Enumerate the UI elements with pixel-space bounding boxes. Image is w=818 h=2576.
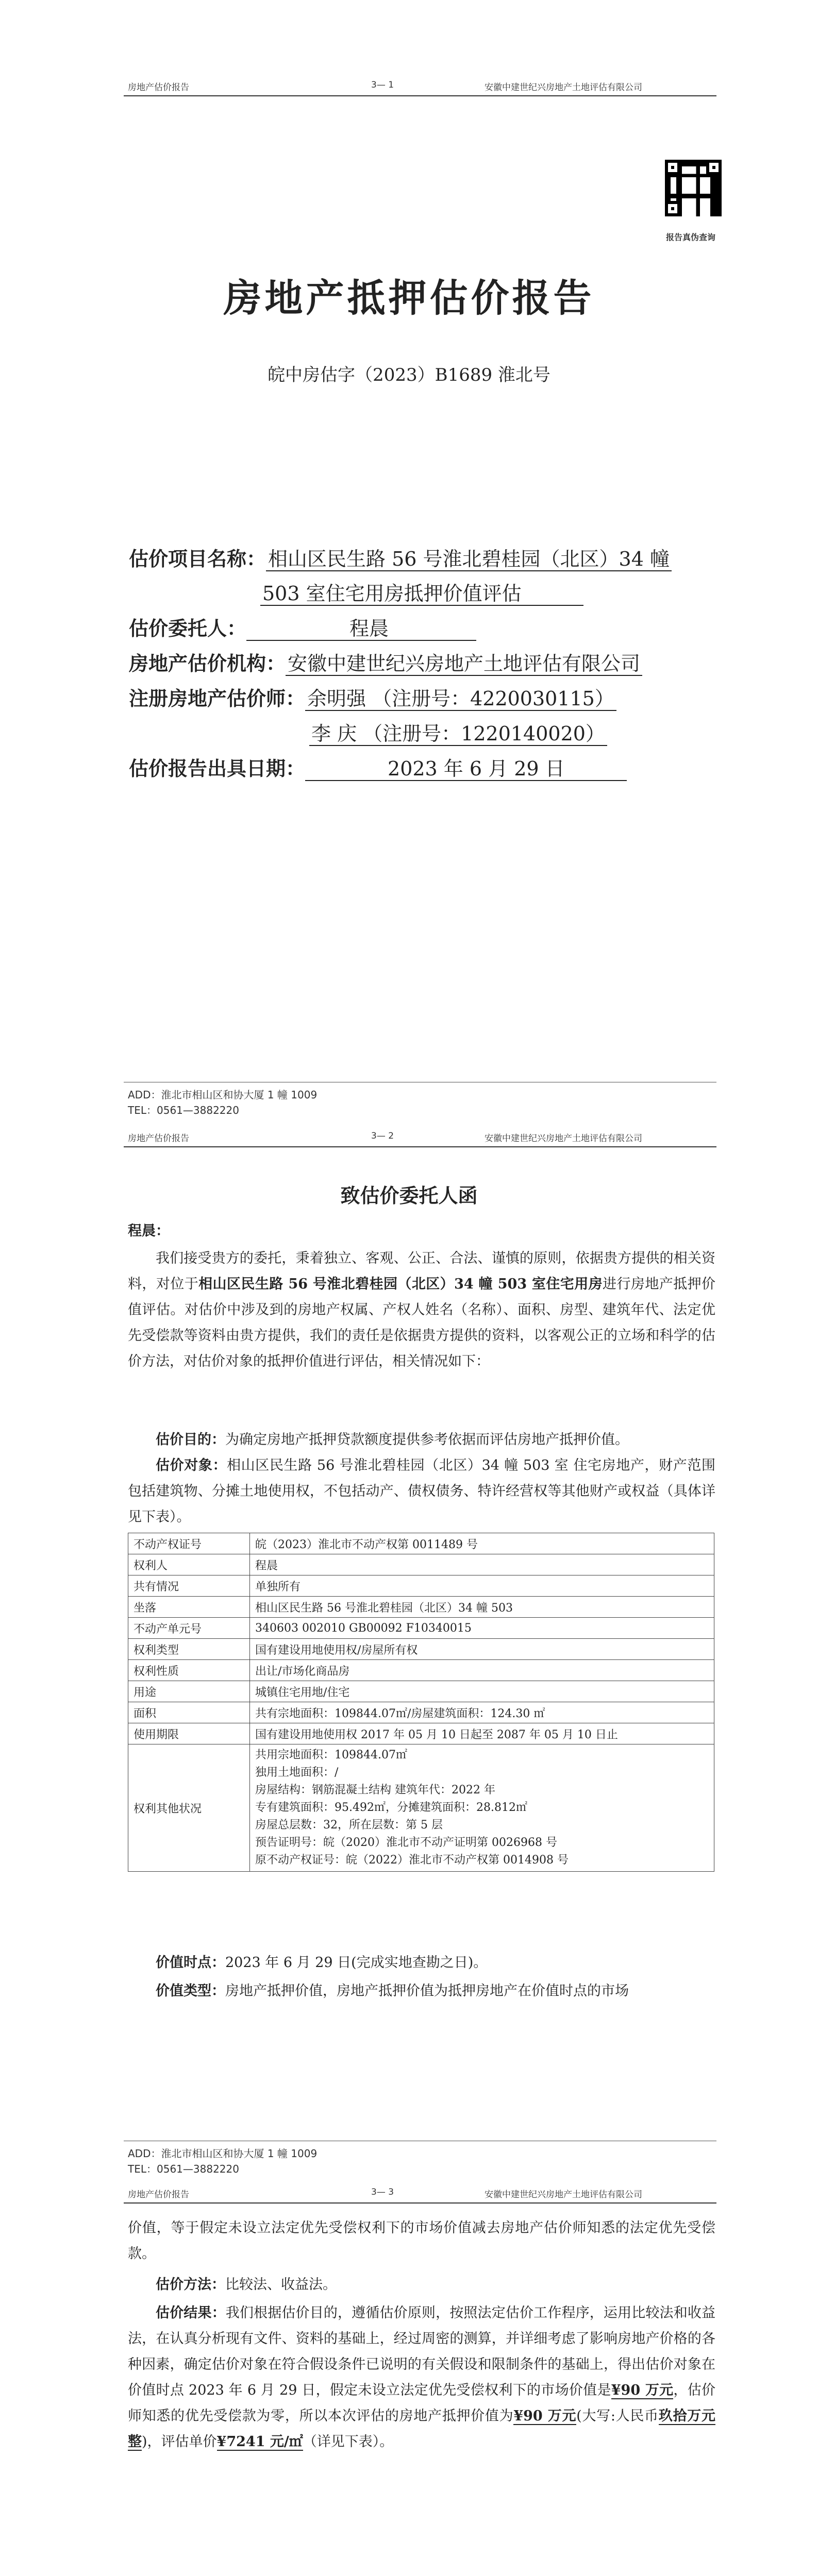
letter-salutation: 程晨：: [128, 1223, 170, 1239]
market-value: ¥90 万元: [611, 2382, 674, 2398]
table-value-other: [250, 1744, 714, 1872]
page1-header-left: 房地产估价报告: [128, 82, 189, 93]
page2-header-right: 安徽中建世纪兴房地产土地评估有限公司: [485, 1133, 642, 1144]
page2-header-page: 3— 2: [371, 1131, 394, 1141]
result-paragraph: [128, 2300, 715, 2455]
table-row: [128, 1639, 714, 1660]
date-value: 2023 年 6 月 29 日: [305, 757, 627, 781]
object-text: 相山区民生路 56 号淮北碧桂园（北区）34 幢 503 室 住宅房地产，财产范围包括建筑物、分摊土地使用权，不包括动产、债权债务、特许经营权等其他财产或权益（具体详见下表）。: [128, 1458, 715, 1525]
client-row: [129, 613, 476, 644]
page2-footer-phone: TEL：0561—3882220: [128, 2163, 239, 2175]
unit-price: ¥7241 元/㎡: [216, 2434, 303, 2450]
p1-part-a: 我们接受贵方的委托，秉着独立、客观、公正、合法、谨慎的原则，依据贵方提供的相关资料，对位于: [128, 1250, 715, 1292]
value-type-paragraph: [128, 1978, 715, 2004]
table-key: 面积: [128, 1702, 250, 1723]
p1-property-address: 相山区民生路 56 号淮北碧桂园（北区）34 幢 503 室住宅用房: [198, 1276, 603, 1292]
other-status-line: 房屋结构：钢筋混凝土结构 建筑年代：2022 年: [255, 1784, 495, 1797]
table-key: 不动产单元号: [128, 1618, 250, 1639]
letter-paragraph-1: [128, 1246, 715, 1375]
page3-header-left: 房地产估价报告: [128, 2190, 189, 2200]
table-row: [128, 1597, 714, 1618]
object-label: 估价对象：: [156, 1458, 227, 1473]
report-title: 房地产抵押估价报告: [223, 276, 595, 320]
project-name-label: 估价项目名称：: [129, 547, 266, 570]
value-type-label: 价值类型：: [156, 1983, 225, 1999]
appraiser-label: 注册房地产估价师：: [129, 687, 306, 710]
page3-header-right: 安徽中建世纪兴房地产土地评估有限公司: [485, 2190, 642, 2200]
client-value: 程晨: [246, 617, 476, 641]
table-key: 权利人: [128, 1554, 250, 1575]
table-value: 共有宗地面积：109844.07㎡/房屋建筑面积：124.30 ㎡: [250, 1702, 714, 1723]
p1-part-c: 进行房地产抵押价值评估。对估价中涉及到的房地产权属、产权人姓名（名称）、面积、房型、建筑年代、法定优先受偿款等资料由贵方提供，我们的责任是依据贵方提供的资料，以客观公正的立场和科学的估价方法，对估价对象的抵押价值进行评估，相关情况如下：: [128, 1276, 716, 1369]
project-name-line2: 503 室住宅用房抵押价值评估: [260, 582, 583, 606]
result-label: 估价结果：: [156, 2305, 226, 2321]
object-paragraph: [128, 1453, 715, 1530]
table-row: [128, 1575, 714, 1597]
table-key: 使用期限: [128, 1723, 250, 1744]
letter-title: 致估价委托人函: [340, 1184, 478, 1207]
page1-header-page: 3— 1: [371, 80, 394, 90]
result-text-c: (大写:人民币: [576, 2408, 659, 2424]
table-key: 坐落: [128, 1597, 250, 1618]
table-key: 权利性质: [128, 1660, 250, 1681]
agency-label: 房地产估价机构：: [129, 652, 286, 675]
page1-footer-address: ADD：淮北市相山区和协大厦 1 幢 1009: [128, 1089, 318, 1101]
client-label: 估价委托人：: [129, 617, 247, 640]
result-text-e: （详见下表）。: [303, 2434, 394, 2450]
method-text: 比较法、收益法。: [225, 2277, 337, 2293]
table-key: 用途: [128, 1681, 250, 1702]
project-name-row: [129, 544, 672, 574]
table-value: 单独所有: [250, 1575, 714, 1597]
table-row-other: [128, 1744, 714, 1872]
table-row: [128, 1681, 714, 1702]
value-date-text: 2023 年 6 月 29 日(完成实地查勘之日)。: [225, 1955, 488, 1971]
table-key: 共有情况: [128, 1575, 250, 1597]
page3-header-rule: [124, 2202, 716, 2204]
value-date-paragraph: [128, 1950, 715, 1976]
date-label: 估价报告出具日期：: [129, 757, 306, 780]
method-label: 估价方法：: [156, 2277, 225, 2293]
page3-header-page: 3— 3: [371, 2187, 394, 2197]
page1-header-rule: [124, 95, 716, 96]
page1-footer: [128, 1087, 317, 1118]
agency-row: [129, 648, 642, 679]
appraiser-row: [129, 683, 616, 714]
mortgage-value-uppercase: 玖拾万元整: [128, 2408, 716, 2450]
appraiser-1: 余明强 （注册号：4220030115）: [305, 687, 616, 711]
result-text-b: ，估价师知悉的优先受偿款为零，所以本次评估的房地产抵押价值为: [128, 2382, 716, 2424]
purpose-text: 为确定房地产抵押贷款额度提供参考依据而评估房地产抵押价值。: [225, 1432, 629, 1448]
project-name-row2: [260, 578, 583, 609]
result-text-a: 我们根据估价目的，遵循估价原则，按照法定估价工作程序，运用比较法和收益法，在认真分析现有文件、资料的基础上，经过周密的测算，并详细考虑了影响房地产价格的各种因素，确定估价对象在符合假设条件已说明的有关假设和限制条件的基础上，得出估价对象在价值时点 2023 年 6 月 29 日，假定未设立法定优先受偿权利下的市场价值是: [128, 2305, 716, 2398]
value-date-label: 价值时点：: [156, 1955, 225, 1971]
mortgage-value: ¥90 万元: [513, 2408, 577, 2424]
table-row: [128, 1723, 714, 1744]
other-status-line: 共用宗地面积：109844.07㎡: [255, 1749, 407, 1761]
table-row: [128, 1618, 714, 1639]
page2-header-left: 房地产估价报告: [128, 1133, 189, 1144]
page2-header-rule: [124, 1146, 716, 1147]
qr-caption: 报告真伪查询: [666, 232, 716, 242]
agency-value: 安徽中建世纪兴房地产土地评估有限公司: [286, 652, 642, 676]
purpose-paragraph: [128, 1427, 715, 1453]
value-type-continued: 价值，等于假定未设立法定优先受偿权利下的市场价值减去房地产估价师知悉的法定优先受偿款。: [128, 2220, 715, 2262]
project-name-line1: 相山区民生路 56 号淮北碧桂园（北区）34 幢: [266, 548, 672, 571]
page1-footer-phone: TEL：0561—3882220: [128, 1104, 239, 1116]
purpose-label: 估价目的：: [156, 1432, 225, 1448]
qr-code-icon[interactable]: [665, 160, 722, 216]
other-status-line: 专有建筑面积：95.492㎡，分摊建筑面积：28.812㎡: [255, 1801, 527, 1814]
other-status-line: 房屋总层数：32，所在层数：第 5 层: [255, 1819, 443, 1832]
other-status-line: 独用土地面积：/: [255, 1766, 339, 1779]
other-status-line: 原不动产权证号：皖（2022）淮北市不动产权第 0014908 号: [255, 1854, 569, 1867]
other-status-line: 预告证明号：皖（2020）淮北市不动产证明第 0026968 号: [255, 1836, 557, 1849]
appraiser-row2: [309, 718, 607, 749]
table-key: 不动产权证号: [128, 1533, 250, 1554]
method-paragraph: [128, 2272, 715, 2298]
appraiser-2: 李 庆 （注册号：1220140020）: [309, 722, 607, 746]
property-rights-table: [128, 1533, 714, 1872]
table-value: 相山区民生路 56 号淮北碧桂园（北区）34 幢 503: [250, 1597, 714, 1618]
table-row: [128, 1660, 714, 1681]
table-key: 权利类型: [128, 1639, 250, 1660]
table-row: [128, 1702, 714, 1723]
table-value: 程晨: [250, 1554, 714, 1575]
table-value: 城镇住宅用地/住宅: [250, 1681, 714, 1702]
report-doc-number: 皖中房估字（2023）B1689 淮北号: [268, 365, 550, 385]
table-row: [128, 1533, 714, 1554]
table-value: 340603 002010 GB00092 F10340015: [250, 1618, 714, 1639]
date-row: [129, 753, 627, 784]
table-key-other: 权利其他状况: [128, 1744, 250, 1872]
table-row: [128, 1554, 714, 1575]
value-type-text: 房地产抵押价值，房地产抵押价值为抵押房地产在价值时点的市场: [225, 1983, 629, 1999]
table-value: 国有建设用地使用权/房屋所有权: [250, 1639, 714, 1660]
page2-footer-address: ADD：淮北市相山区和协大厦 1 幢 1009: [128, 2147, 318, 2160]
table-value: 国有建设用地使用权 2017 年 05 月 10 日起至 2087 年 05 月 10 日止: [250, 1723, 714, 1744]
page1-header-right: 安徽中建世纪兴房地产土地评估有限公司: [485, 82, 642, 93]
result-text-d: )，评估单价: [142, 2434, 217, 2450]
table-value: 皖（2023）淮北市不动产权第 0011489 号: [250, 1533, 714, 1554]
page2-footer: [128, 2146, 317, 2177]
table-value: 出让/市场化商品房: [250, 1660, 714, 1681]
